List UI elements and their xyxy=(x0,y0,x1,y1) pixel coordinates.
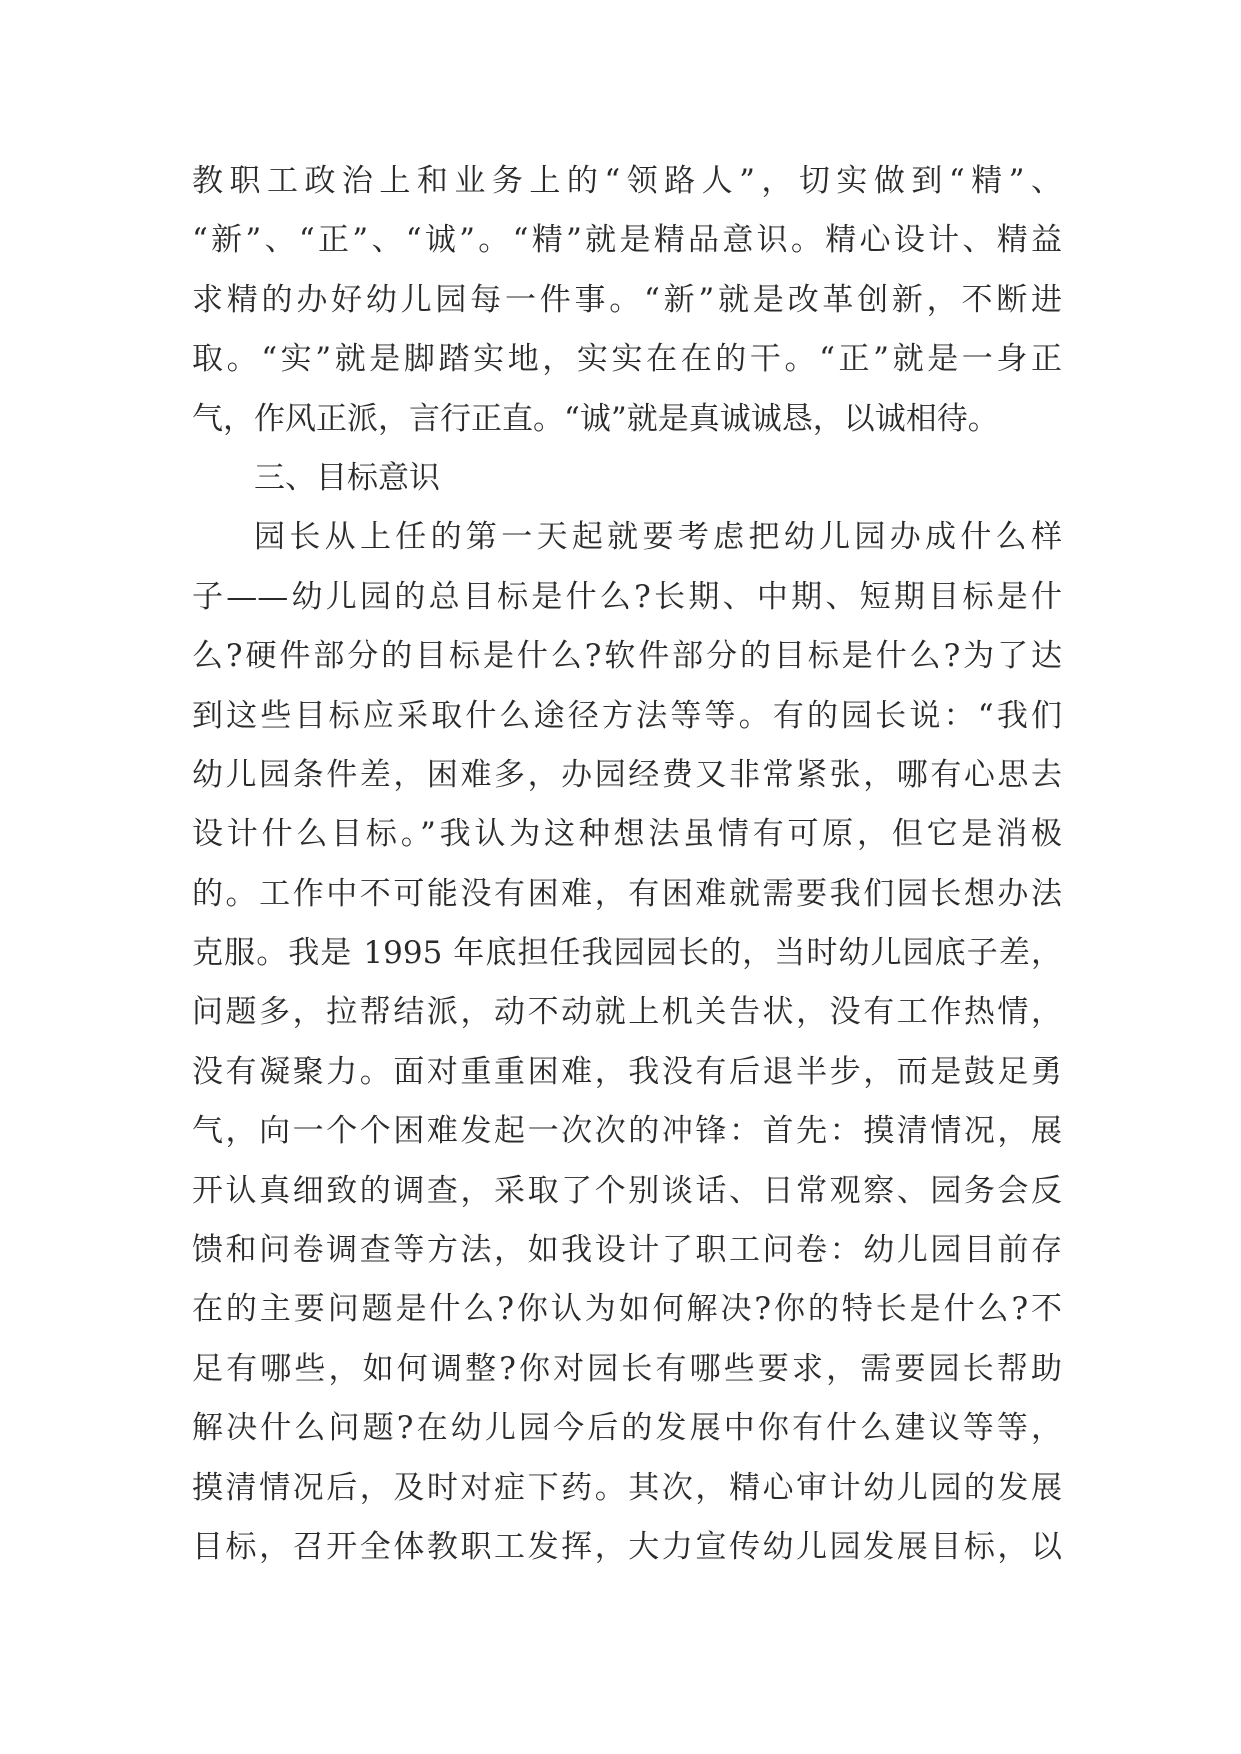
text-line: 没有凝聚力。面对重重困难，我没有后退半步，而是鼓足勇 xyxy=(192,1053,1062,1090)
text-line: 气，向一个个困难发起一次次的冲锋：首先：摸清情况，展 xyxy=(192,1113,1062,1150)
text-line: 幼儿园条件差，困难多，办园经费又非常紧张，哪有心思去 xyxy=(192,756,1062,793)
text-line: “新”、“正”、“诚”。“精”就是精品意识。精心设计、精益 xyxy=(192,222,1062,259)
text-line: 开认真细致的调查，采取了个别谈话、日常观察、园务会反 xyxy=(192,1172,1062,1209)
text-line: 足有哪些，如何调整?你对园长有哪些要求，需要园长帮助 xyxy=(192,1350,1062,1387)
text-line: 到这些目标应采取什么途径方法等等。有的园长说：“我们 xyxy=(192,697,1062,734)
text-line: 气，作风正派，言行正直。“诚”就是真诚诚恳，以诚相待。 xyxy=(192,400,999,437)
text-line: 目标，召开全体教职工发挥，大力宣传幼儿园发展目标，以 xyxy=(192,1528,1062,1565)
paragraph xyxy=(192,152,1062,449)
text-line: 求精的办好幼儿园每一件事。“新”就是改革创新，不断进 xyxy=(192,281,1062,318)
text-line: 教职工政治上和业务上的“领路人”，切实做到“精”、 xyxy=(192,163,1062,199)
text-line: 问题多，拉帮结派，动不动就上机关告状，没有工作热情， xyxy=(192,994,1062,1031)
text-line: 么?硬件部分的目标是什么?软件部分的目标是什么?为了达 xyxy=(192,638,1062,675)
text-line: 取。“实”就是脚踏实地，实实在在的干。“正”就是一身正 xyxy=(192,341,1062,378)
body-text xyxy=(192,152,1062,1577)
text-line: 的。工作中不可能没有困难，有困难就需要我们园长想办法 xyxy=(192,875,1062,912)
text-line: 解决什么问题?在幼儿园今后的发展中你有什么建议等等， xyxy=(192,1410,1062,1447)
text-line: 在的主要问题是什么?你认为如何解决?你的特长是什么?不 xyxy=(192,1291,1062,1328)
paragraph xyxy=(192,508,1062,1577)
text-line: 设计什么目标。”我认为这种想法虽情有可原，但它是消极 xyxy=(192,816,1062,853)
text-line: 园长从上任的第一天起就要考虑把幼儿园办成什么样 xyxy=(254,519,1062,556)
text-line: 馈和问卷调查等方法，如我设计了职工问卷：幼儿园目前存 xyxy=(192,1232,1062,1269)
text-line: 子——幼儿园的总目标是什么?长期、中期、短期目标是什 xyxy=(192,578,1062,615)
text-line: 克服。我是 1995 年底担任我园园长的，当时幼儿园底子差， xyxy=(192,935,1062,972)
text-line: 摸清情况后，及时对症下药。其次，精心审计幼儿园的发展 xyxy=(192,1469,1062,1506)
section-heading: 三、目标意识 xyxy=(254,459,440,496)
